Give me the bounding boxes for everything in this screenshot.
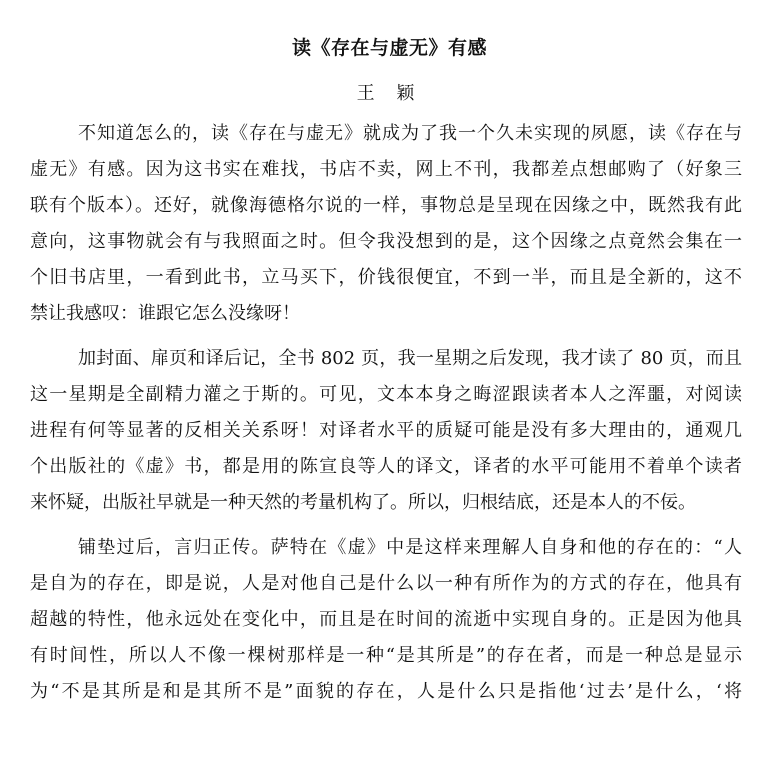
document-body xyxy=(30,116,742,719)
paragraph-3 xyxy=(30,530,742,710)
document-title: 读《存在与虚无》有感 xyxy=(291,37,487,59)
text-line: 个旧书店里，一看到此书，立马买下，价钱很便宜，不到一半，而且是全新的，这不 xyxy=(30,267,742,288)
text-line: 意向，这事物就会有与我照面之时。但令我没想到的是，这个因缘之点竟然会集在一 xyxy=(30,231,742,252)
text-line: 进程有何等显著的反相关关系呀！对译者水平的质疑可能是没有多大理由的，通观几 xyxy=(30,420,742,441)
text-line: 铺垫过后，言归正传。萨特在《虚》中是这样来理解人自身和他的存在的：“人 xyxy=(78,537,742,558)
text-line: 加封面、扉页和译后记，全书 802 页，我一星期之后发现，我才读了 80 页，而且 xyxy=(78,348,742,369)
text-line: 来怀疑，出版社早就是一种天然的考量机构了。所以，归根结底，还是本人的不佞。 xyxy=(30,492,696,513)
document-author: 王 颖 xyxy=(356,83,423,104)
text-line: 有时间性，所以人不像一棵树那样是一种“是其所是”的存在者，而是一种总是显示 xyxy=(30,645,742,666)
text-line: 不知道怎么的，读《存在与虚无》就成为了我一个久未实现的夙愿，读《存在与 xyxy=(78,123,742,144)
text-line: 为“不是其所是和是其所不是”面貌的存在，人是什么只是指他‘过去’是什么，‘将 xyxy=(30,681,742,702)
paragraph-1 xyxy=(30,116,742,332)
text-line: 个出版社的《虚》书，都是用的陈宣良等人的译文，译者的水平可能用不着单个读者 xyxy=(30,456,742,477)
text-line: 联有个版本）。还好，就像海德格尔说的一样，事物总是呈现在因缘之中，既然我有此 xyxy=(30,195,742,216)
text-line: 超越的特性，他永远处在变化中，而且是在时间的流逝中实现自身的。正是因为他具 xyxy=(30,609,742,630)
text-line: 这一星期是全副精力灌之于斯的。可见，文本本身之晦涩跟读者本人之浑噩，对阅读 xyxy=(30,384,742,405)
paragraph-2 xyxy=(30,341,742,521)
text-line: 虚无》有感。因为这书实在难找，书店不卖，网上不刊，我都差点想邮购了（好象三 xyxy=(30,159,742,180)
text-line: 是自为的存在，即是说，人是对他自己是什么以一种有所作为的方式的存在，他具有 xyxy=(30,573,742,594)
text-line: 禁让我感叹：谁跟它怎么没缘呀！ xyxy=(30,303,300,324)
